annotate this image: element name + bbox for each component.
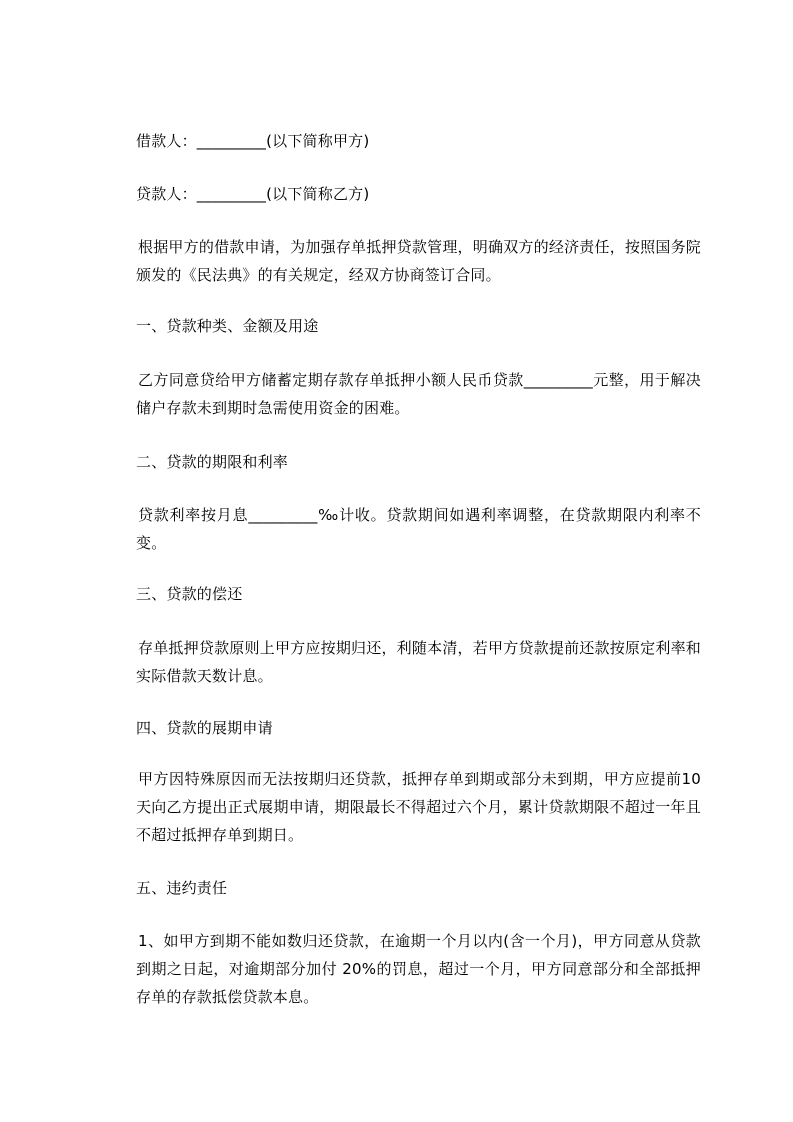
section-heading-3: 三、贷款的偿还 xyxy=(136,585,243,603)
section-body-5: 1、如甲方到期不能如数归还贷款，在逾期一个月以内(含一个月)，甲方同意从贷款到期之日起，对逾期部分加付 20%的罚息，超过一个月，甲方同意部分和全部抵押存单的存款抵偿贷款本息。 xyxy=(136,932,701,1006)
intro-paragraph: 根据甲方的借款申请，为加强存单抵押贷款管理，明确双方的经济责任，按照国务院颁发的《民法典》的有关规定，经双方协商签订合同。 xyxy=(136,238,701,284)
borrower-line: 借款人：_________(以下简称甲方) xyxy=(136,132,370,150)
section-body-4: 甲方因特殊原因而无法按期归还贷款，抵押存单到期或部分未到期，甲方应提前10天向乙方提出正式展期申请，期限最长不得超过六个月，累计贷款期限不超过一年且不超过抵押存单到期日。 xyxy=(136,770,701,844)
section-body-1: 乙方同意贷给甲方储蓄定期存款存单抵押小额人民币贷款_________元整，用于解决储户存款未到期时急需使用资金的困难。 xyxy=(136,371,701,417)
section-heading-2: 二、贷款的期限和利率 xyxy=(136,453,289,471)
section-heading-4: 四、贷款的展期申请 xyxy=(136,719,273,737)
section-heading-1: 一、贷款种类、金额及用途 xyxy=(136,317,319,335)
lender-line: 贷款人：_________(以下简称乙方) xyxy=(136,185,370,203)
section-body-3: 存单抵押贷款原则上甲方应按期归还，利随本清，若甲方贷款提前还款按原定利率和实际借款天数计息。 xyxy=(136,639,701,685)
section-heading-5: 五、违约责任 xyxy=(136,879,228,897)
section-body-2: 贷款利率按月息_________‰计收。贷款期间如遇利率调整，在贷款期限内利率不变。 xyxy=(136,506,701,552)
